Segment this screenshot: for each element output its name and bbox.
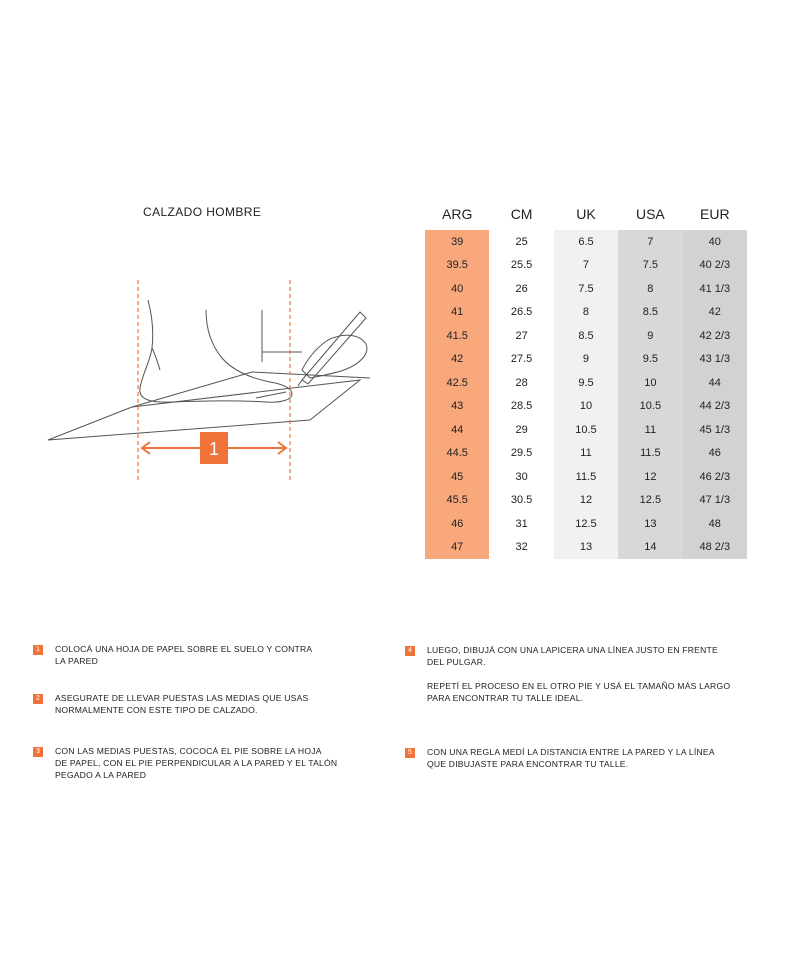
cell-arg: 44.5 — [425, 442, 489, 466]
cell-uk: 8.5 — [554, 324, 618, 348]
cell-usa: 7 — [618, 227, 682, 254]
cell-cm: 27.5 — [489, 348, 553, 372]
table-row — [425, 418, 747, 442]
cell-usa: 14 — [618, 536, 682, 560]
table-row — [425, 227, 747, 254]
step-marker-label: 1 — [208, 439, 220, 459]
cell-arg: 42.5 — [425, 371, 489, 395]
table-row — [425, 489, 747, 513]
instruction-step-5 — [405, 746, 775, 770]
cell-cm: 30 — [489, 465, 553, 489]
cell-uk: 11 — [554, 442, 618, 466]
cell-uk: 7 — [554, 254, 618, 278]
cell-usa: 11.5 — [618, 442, 682, 466]
cell-eur: 42 2/3 — [683, 324, 747, 348]
cell-eur: 40 2/3 — [683, 254, 747, 278]
cell-arg: 39 — [425, 227, 489, 254]
cell-eur: 47 1/3 — [683, 489, 747, 513]
cell-arg: 44 — [425, 418, 489, 442]
table-row — [425, 442, 747, 466]
cell-cm: 28 — [489, 371, 553, 395]
cell-arg: 45 — [425, 465, 489, 489]
cell-usa: 8 — [618, 277, 682, 301]
cell-uk: 8 — [554, 301, 618, 325]
table-row — [425, 348, 747, 372]
cell-uk: 12 — [554, 489, 618, 513]
table-row — [425, 465, 747, 489]
cell-usa: 11 — [618, 418, 682, 442]
cell-cm: 31 — [489, 512, 553, 536]
foot-shape — [140, 300, 292, 402]
cell-eur: 46 — [683, 442, 747, 466]
header-eur: EUR — [683, 204, 747, 227]
header-cm: CM — [489, 204, 553, 227]
cell-arg: 46 — [425, 512, 489, 536]
cell-eur: 48 2/3 — [683, 536, 747, 560]
cell-cm: 25 — [489, 227, 553, 254]
paper-sheet-shape — [48, 380, 360, 440]
cell-cm: 32 — [489, 536, 553, 560]
table-header-row — [425, 204, 747, 227]
cell-uk: 11.5 — [554, 465, 618, 489]
table-row — [425, 536, 747, 560]
size-table — [425, 204, 747, 559]
cell-eur: 44 — [683, 371, 747, 395]
cell-eur: 45 1/3 — [683, 418, 747, 442]
cell-arg: 41 — [425, 301, 489, 325]
cell-cm: 29.5 — [489, 442, 553, 466]
cell-eur: 46 2/3 — [683, 465, 747, 489]
cell-cm: 26 — [489, 277, 553, 301]
instruction-step-3 — [33, 745, 363, 781]
cell-arg: 45.5 — [425, 489, 489, 513]
cell-usa: 9 — [618, 324, 682, 348]
cell-usa: 12.5 — [618, 489, 682, 513]
cell-uk: 9.5 — [554, 371, 618, 395]
cell-eur: 43 1/3 — [683, 348, 747, 372]
instruction-step-2 — [33, 692, 363, 716]
cell-uk: 7.5 — [554, 277, 618, 301]
step-number-badge: 3 — [33, 747, 43, 757]
cell-arg: 41.5 — [425, 324, 489, 348]
step-text: CON UNA REGLA MEDÍ LA DISTANCIA ENTRE LA PARED Y LA LÍNEA QUE DIBUJASTE PARA ENCONTRAR TU TALLE. — [427, 747, 715, 769]
header-usa: USA — [618, 204, 682, 227]
cell-arg: 39.5 — [425, 254, 489, 278]
cell-usa: 8.5 — [618, 301, 682, 325]
cell-usa: 13 — [618, 512, 682, 536]
cell-usa: 12 — [618, 465, 682, 489]
step-text: LUEGO, DIBUJÁ CON UNA LAPICERA UNA LÍNEA JUSTO EN FRENTE DEL PULGAR. REPETÍ EL PROCESO EN EL OTRO PIE Y USÁ EL TAMAÑO MÁS LARGO PARA ENCONTRAR TU TALLE IDEAL. — [427, 645, 731, 703]
cell-arg: 47 — [425, 536, 489, 560]
cell-arg: 43 — [425, 395, 489, 419]
step-text: COLOCÁ UNA HOJA DE PAPEL SOBRE EL SUELO Y CONTRA LA PARED — [55, 644, 313, 666]
size-table-body — [425, 227, 747, 559]
cell-uk: 10.5 — [554, 418, 618, 442]
table-row — [425, 324, 747, 348]
cell-usa: 9.5 — [618, 348, 682, 372]
cell-cm: 25.5 — [489, 254, 553, 278]
cell-uk: 6.5 — [554, 227, 618, 254]
step-text: ASEGURATE DE LLEVAR PUESTAS LAS MEDIAS QUE USAS NORMALMENTE CON ESTE TIPO DE CALZADO. — [55, 693, 309, 715]
cell-cm: 29 — [489, 418, 553, 442]
header-uk: UK — [554, 204, 618, 227]
instruction-step-4 — [405, 644, 775, 704]
cell-usa: 7.5 — [618, 254, 682, 278]
cell-eur: 41 1/3 — [683, 277, 747, 301]
cell-cm: 28.5 — [489, 395, 553, 419]
cell-cm: 30.5 — [489, 489, 553, 513]
cell-eur: 40 — [683, 227, 747, 254]
cell-cm: 27 — [489, 324, 553, 348]
cell-eur: 42 — [683, 301, 747, 325]
cell-arg: 42 — [425, 348, 489, 372]
cell-arg: 40 — [425, 277, 489, 301]
cell-uk: 10 — [554, 395, 618, 419]
cell-cm: 26.5 — [489, 301, 553, 325]
step-number-badge: 4 — [405, 646, 415, 656]
cell-eur: 48 — [683, 512, 747, 536]
cell-uk: 12.5 — [554, 512, 618, 536]
cell-usa: 10 — [618, 371, 682, 395]
table-row — [425, 301, 747, 325]
table-row — [425, 371, 747, 395]
table-row — [425, 277, 747, 301]
cell-uk: 13 — [554, 536, 618, 560]
table-row — [425, 254, 747, 278]
step-number-badge: 1 — [33, 645, 43, 655]
cell-eur: 44 2/3 — [683, 395, 747, 419]
step-text: CON LAS MEDIAS PUESTAS, COCOCÁ EL PIE SOBRE LA HOJA DE PAPEL, CON EL PIE PERPENDICULAR A LA PARED Y EL TALÓN PEGADO A LA PARED — [55, 746, 338, 780]
cell-uk: 9 — [554, 348, 618, 372]
foot-measure-illustration — [40, 270, 380, 490]
cell-usa: 10.5 — [618, 395, 682, 419]
table-row — [425, 512, 747, 536]
table-row — [425, 395, 747, 419]
page-title: CALZADO HOMBRE — [143, 205, 262, 219]
step-number-badge: 2 — [33, 694, 43, 704]
step-number-badge: 5 — [405, 748, 415, 758]
instruction-step-1 — [33, 643, 363, 667]
header-arg: ARG — [425, 204, 489, 227]
